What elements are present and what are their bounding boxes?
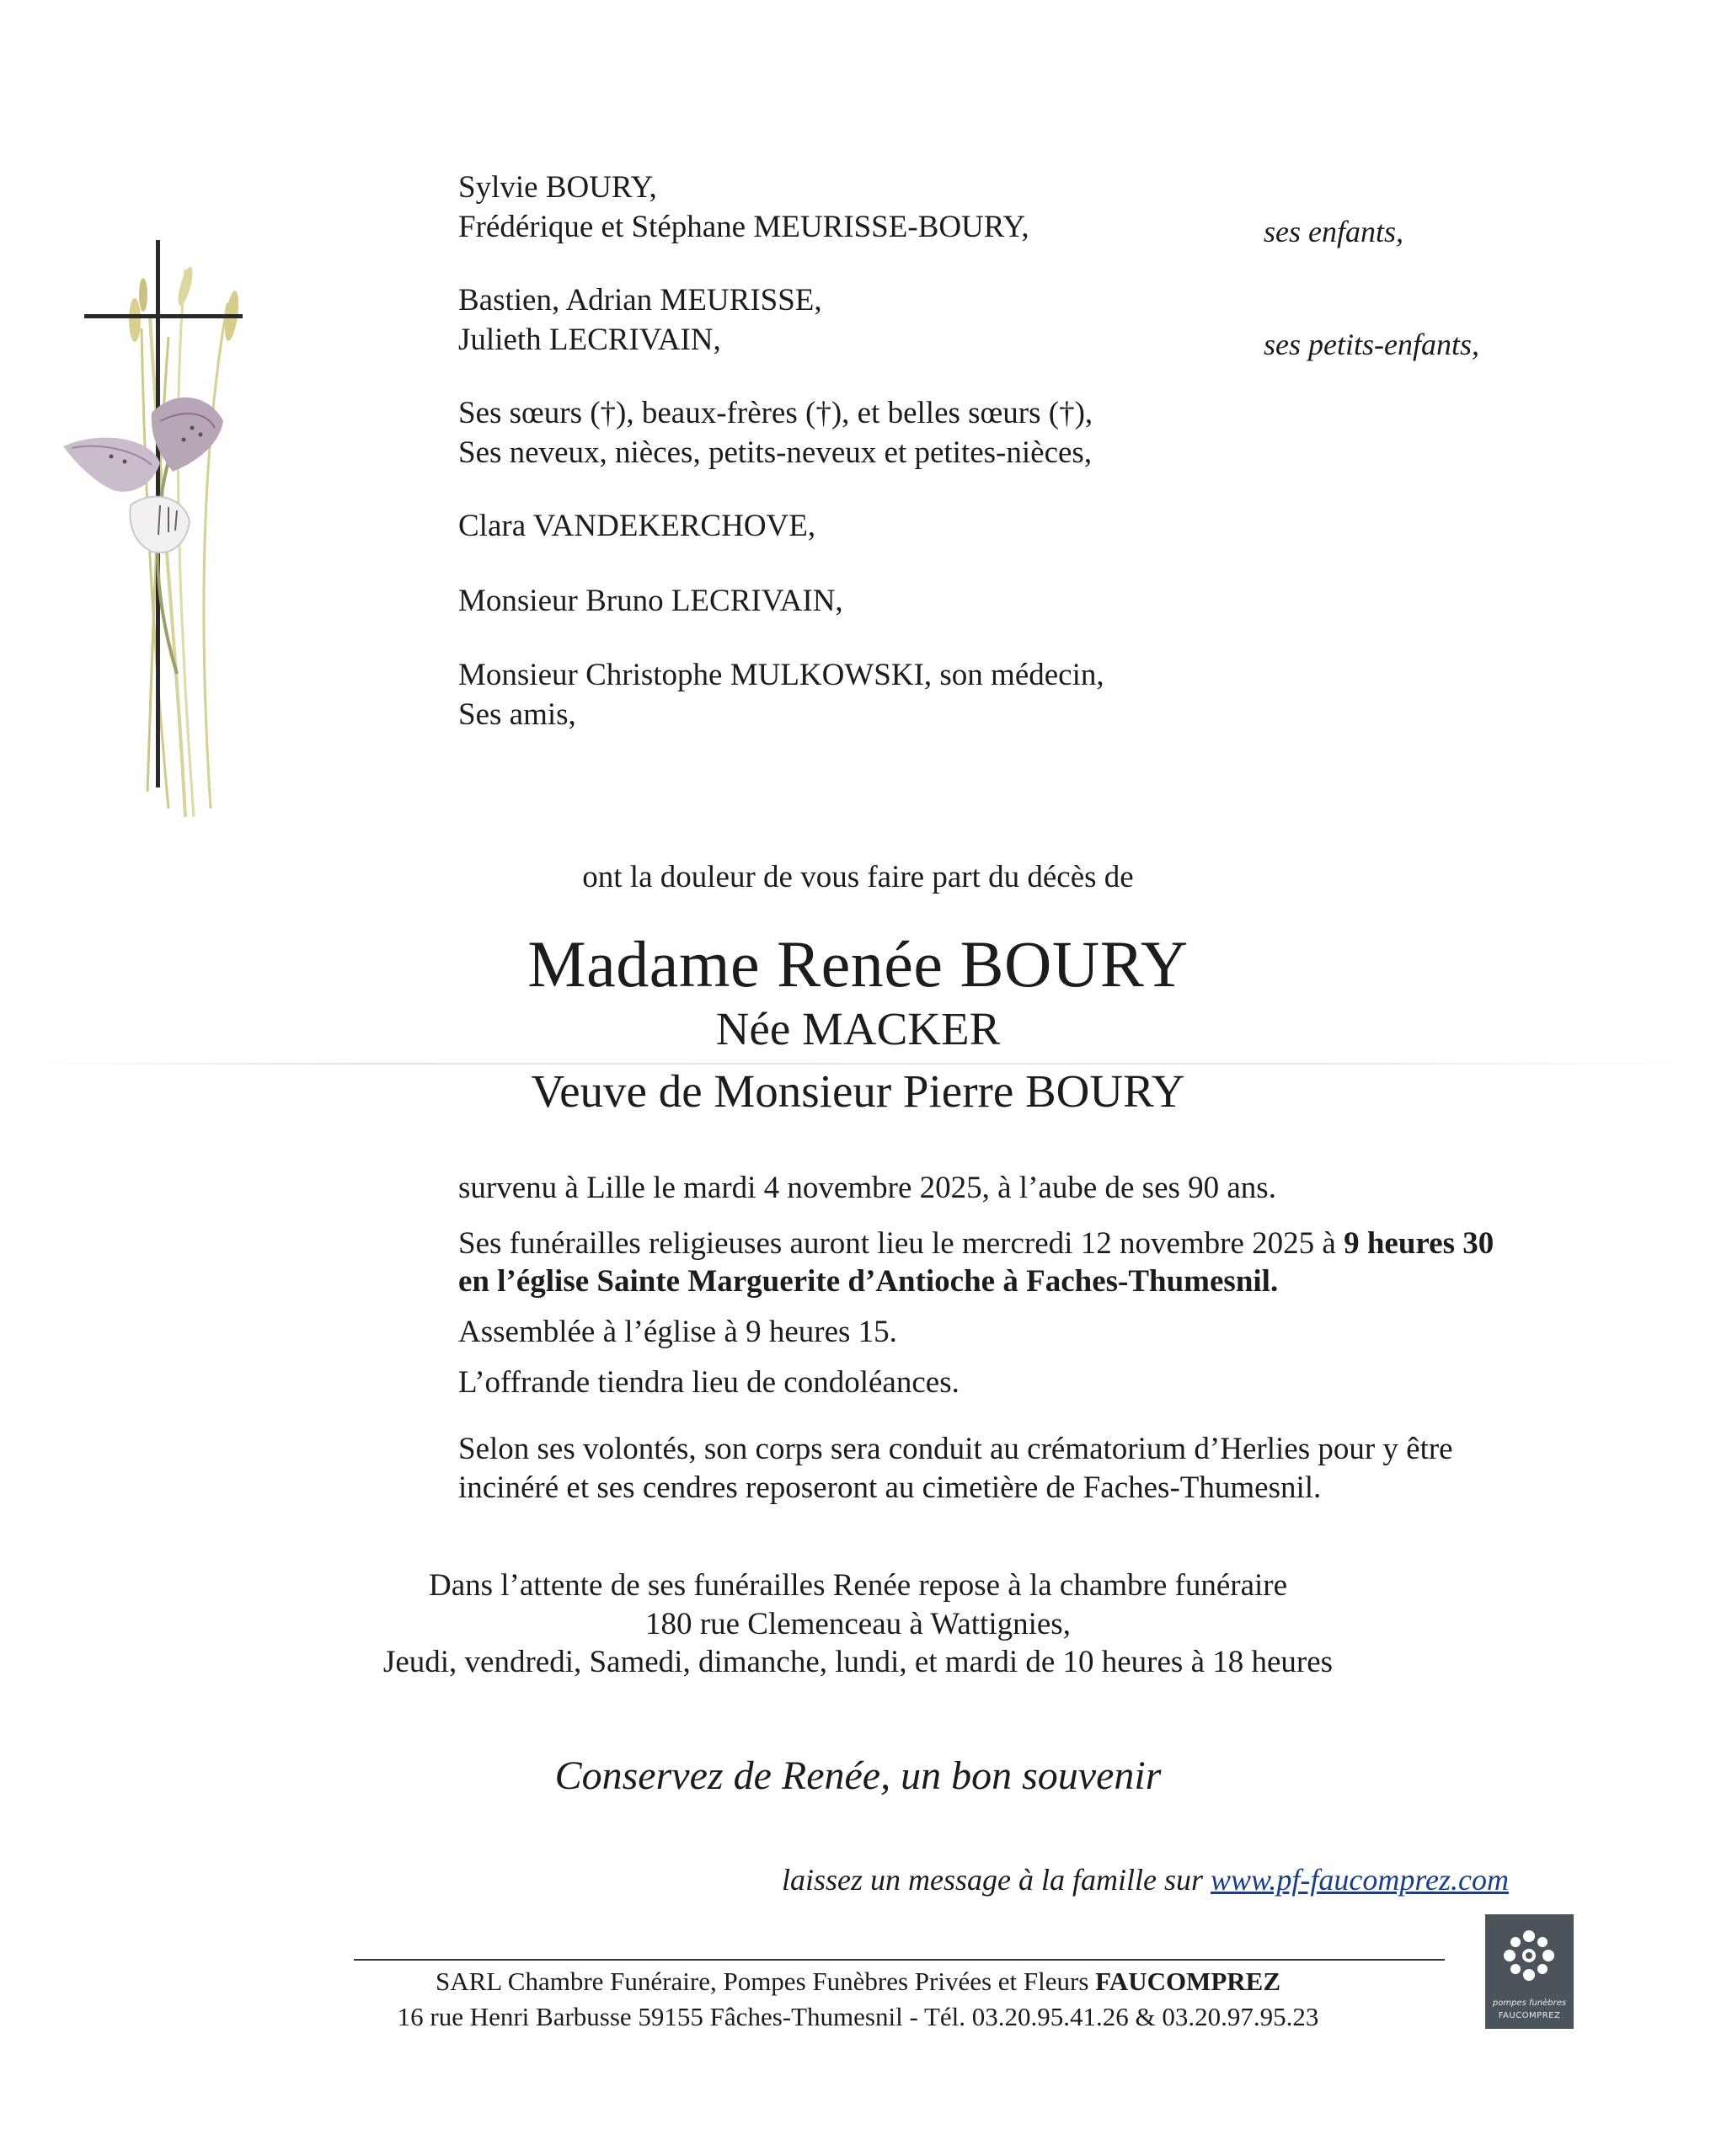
- assembly-info: Assemblée à l’église à 9 heures 15.: [458, 1315, 897, 1349]
- logo-caption-line-2: FAUCOMPREZ: [1498, 2011, 1561, 2020]
- children-label: ses enfants,: [1264, 215, 1403, 248]
- visitation-line-3: Jeudi, vendredi, Samedi, dimanche, lundi, et mardi de 10 heures à 18 heures: [382, 1645, 1334, 1679]
- family-line-8: Monsieur Bruno LECRIVAIN,: [458, 584, 843, 618]
- funeral-time: 9 heures 30: [1344, 1226, 1494, 1261]
- website-link[interactable]: www.pf-faucomprez.com: [1211, 1863, 1509, 1897]
- flower-emblem-icon: [1499, 1926, 1558, 1985]
- footer-company: [0, 1967, 1716, 1997]
- faucomprez-logo-icon: [1485, 1914, 1574, 2029]
- maiden-name: Née MACKER: [715, 1003, 1001, 1054]
- family-line-9: Monsieur Christophe MULKOWSKI, son médecin,: [458, 658, 1104, 692]
- family-line-7: Clara VANDEKERCHOVE,: [458, 509, 816, 543]
- offering-info: L’offrande tiendra lieu de condoléances.: [458, 1365, 960, 1400]
- funeral-text: Ses funérailles religieuses auront lieu le mercredi 12 novembre 2025 à: [458, 1226, 1344, 1261]
- footer-company-name: FAUCOMPREZ: [1095, 1967, 1281, 1996]
- grandchildren-label: ses petits-enfants,: [1264, 328, 1479, 361]
- widow-of: Veuve de Monsieur Pierre BOURY: [531, 1065, 1185, 1117]
- message-prefix: laissez un message à la famille sur: [782, 1863, 1211, 1897]
- message-line: [782, 1865, 1509, 1895]
- family-line-6: Ses neveux, nièces, petits-neveux et petites-nièces,: [458, 435, 1093, 470]
- death-details: survenu à Lille le mardi 4 novembre 2025, à l’aube de ses 90 ans.: [458, 1171, 1276, 1205]
- wishes-line-1: Selon ses volontés, son corps sera conduit au crématorium d’Herlies pour y être: [458, 1432, 1453, 1466]
- wishes-line-2: incinéré et ses cendres reposeront au cimetière de Faches-Thumesnil.: [458, 1470, 1322, 1505]
- funeral-line-1: [458, 1228, 1494, 1259]
- logo-caption-line-1: pompes funèbres: [1492, 1999, 1567, 2008]
- remembrance-line: Conservez de Renée, un bon souvenir: [554, 1753, 1162, 1798]
- deceased-name: Madame Renée BOURY: [527, 927, 1189, 1001]
- footer-address: 16 rue Henri Barbusse 59155 Fâches-Thumesnil - Tél. 03.20.95.41.26 & 03.20.97.95.23: [397, 2002, 1319, 2031]
- footer-company-text: SARL Chambre Funéraire, Pompes Funèbres Privées et Fleurs: [435, 1967, 1096, 1996]
- family-line-5: Ses sœurs (†), beaux-frères (†), et belles sœurs (†),: [458, 396, 1093, 430]
- cross-with-lilies-icon: [51, 236, 270, 825]
- visitation-line-1: Dans l’attente de ses funérailles Renée repose à la chambre funéraire: [428, 1568, 1288, 1603]
- family-line-4: Julieth LECRIVAIN,: [458, 323, 721, 357]
- family-line-10: Ses amis,: [458, 697, 576, 732]
- family-line-3: Bastien, Adrian MEURISSE,: [458, 283, 822, 318]
- visitation-line-2: 180 rue Clemenceau à Wattignies,: [645, 1607, 1071, 1641]
- announcement-intro: ont la douleur de vous faire part du décès de: [582, 860, 1134, 894]
- family-line-2: Frédérique et Stéphane MEURISSE-BOURY,: [458, 210, 1029, 244]
- funeral-location: en l’église Sainte Marguerite d’Antioche à Faches-Thumesnil.: [458, 1264, 1279, 1299]
- family-line-1: Sylvie BOURY,: [458, 170, 657, 205]
- footer-divider: [354, 1959, 1445, 1961]
